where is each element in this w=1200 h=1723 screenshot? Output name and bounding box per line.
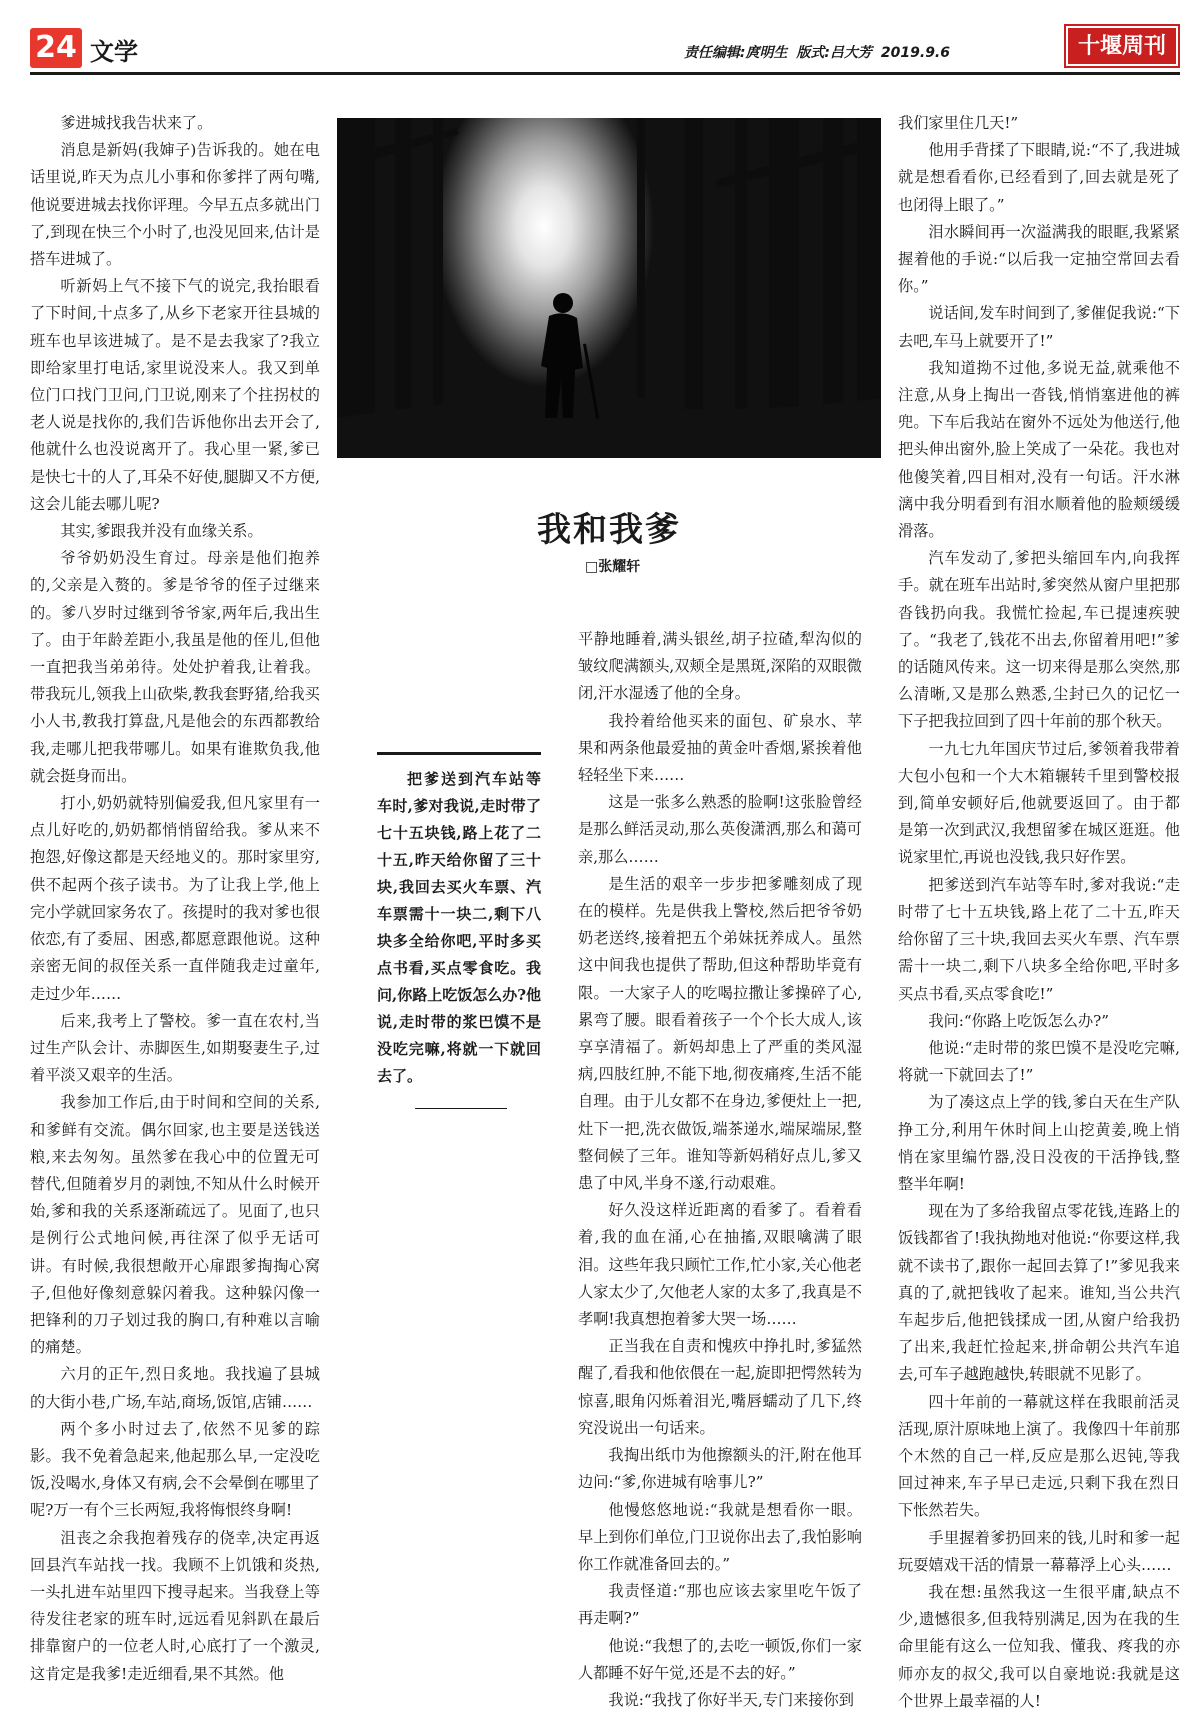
paragraph: 好久没这样近距离的看爹了。看着看着,我的血在涌,心在抽搐,双眼噙满了眼泪。这些年我只顾忙工作,忙小家,关心他老人家太少了,欠他老人家的太多了,我真是不孝啊!我真想抱着爹大哭一场…… xyxy=(578,1201,862,1329)
pull-quote-end-rule xyxy=(415,1108,507,1109)
paragraph: 六月的正午,烈日炙地。我找遍了县城的大街小巷,广场,车站,商场,饭馆,店铺…… xyxy=(30,1365,320,1411)
paragraph: 我们家里住几天!” xyxy=(898,114,1019,132)
paragraph: 正当我在自责和愧疚中挣扎时,爹猛然醒了,看我和他依偎在一起,旋即把愕然转为惊喜,眼角闪烁着泪光,嘴唇蠕动了几下,终究没说出一句话来。 xyxy=(578,1337,862,1437)
column-3 xyxy=(898,110,1180,1715)
paragraph: 四十年前的一幕就这样在我眼前活灵活现,原汁原味地上演了。我像四十年前那个木然的自己一样,反应是那么迟钝,等我回过神来,车子早已走远,只剩下我在烈日下怅然若失。 xyxy=(898,1392,1180,1520)
paragraph: 他说:“我想了的,去吃一顿饭,你们一家人都睡不好午觉,还是不去的好。” xyxy=(578,1636,862,1682)
layout-credit: 版式:吕大芳 xyxy=(796,45,873,61)
paragraph: 泪水瞬间再一次溢满我的眼眶,我紧紧握着他的手说:“以后我一定抽空常回去看你。” xyxy=(898,222,1180,296)
article-title: 我和我爹 xyxy=(537,510,681,550)
paragraph: 我责怪道:“那也应该去家里吃午饭了再走啊?” xyxy=(578,1582,862,1628)
paragraph: 我在想:虽然我这一生很平庸,缺点不少,遗憾很多,但我特别满足,因为在我的生命里能有这么一位知我、懂我、疼我的亦师亦友的叔父,我可以自豪地说:我就是这个世界上最幸福的人! xyxy=(898,1582,1180,1710)
paragraph: 现在为了多给我留点零花钱,连路上的饭钱都省了!我执拗地对他说:“你要这样,我就不读书了,跟你一起回去算了!”爹见我来真的了,就把钱收了起来。谁知,当公共汽车起步后,他把钱揉成一团,从窗户给我扔了出来,我赶忙捡起来,拼命朝公共汽车追去,可车子越跑越快,转眼就不见影了。 xyxy=(898,1202,1180,1384)
pull-quote: 把爹送到汽车站等车时,爹对我说,走时带了七十五块钱,路上花了二十五,昨天给你留了三十块,我回去买火车票、汽车票需十一块二,剩下八块多全给你吧,平时多买点书看,买点零食吃。我问,你路上吃饭怎么办?他说,走时带的浆巴馍不是没吃完嘛,将就一下就回去了。 xyxy=(377,770,542,1085)
paragraph: 爷爷奶奶没生育过。母亲是他们抱养的,父亲是入赘的。爹是爷爷的侄子过继来的。爹八岁时过继到爷爷家,两年后,我出生了。由于年龄差距小,我虽是他的侄儿,但他一直把我当弟弟待。处处护着我,让着我。带我玩儿,领我上山砍柴,教我套野猪,给我买小人书,教我打算盘,凡是他会的东西都教给我,走哪儿把我带哪儿。如果有谁欺负我,他就会挺身而出。 xyxy=(30,549,320,785)
paragraph: 听新妈上气不接下气的说完,我抬眼看了下时间,十点多了,从乡下老家开往县城的班车也早该进城了。是不是去我家了?我立即给家里打电话,家里说没来人。我又到单位门口找门卫问,门卫说,刚来了个拄拐杖的老人说是找你的,我们告诉他你出去开会了,他就什么也没说离开了。我心里一紧,爹已是快七十的人了,耳朵不好使,腿脚又不方便,这会儿能去哪儿呢? xyxy=(30,277,320,513)
paragraph: 平静地睡着,满头银丝,胡子拉碴,犁沟似的皱纹爬满额头,双颊全是黑斑,深陷的双眼微闭,汗水湿透了他的全身。 xyxy=(578,630,862,703)
author-byline: □张耀轩 xyxy=(585,559,641,575)
credits xyxy=(680,42,950,62)
paragraph: 后来,我考上了警校。爹一直在农村,当过生产队会计、赤脚医生,如期娶妻生子,过着平淡又艰辛的生活。 xyxy=(30,1011,320,1085)
paragraph: 其实,爹跟我并没有血缘关系。 xyxy=(60,522,263,541)
paragraph: 他慢悠悠地说:“我就是想看你一眼。早上到你们单位,门卫说你出去了,我怕影响你工作就准备回去的。” xyxy=(578,1500,862,1573)
paragraph: 他用手背揉了下眼睛,说:“不了,我进城就是想看看你,已经看到了,回去就是死了也闭得上眼了。” xyxy=(898,141,1180,214)
paragraph: 两个多小时过去了,依然不见爹的踪影。我不免着急起来,他起那么早,一定没吃饭,没喝水,身体又有病,会不会晕倒在哪里了呢?万一有个三长两短,我将悔恨终身啊! xyxy=(30,1419,320,1520)
page-number: 24 xyxy=(30,28,82,68)
issue-date: 2019.9.6 xyxy=(880,45,950,61)
paragraph: 我拎着给他买来的面包、矿泉水、苹果和两条他最爱抽的黄金叶香烟,紧挨着他轻轻坐下来…… xyxy=(578,711,862,785)
paragraph: 说话间,发车时间到了,爹催促我说:“下去吧,车马上就要开了!” xyxy=(898,304,1180,350)
article-photo xyxy=(337,118,881,458)
paragraph: 我说:“我找了你好半天,专门来接你到 xyxy=(608,1690,854,1709)
paragraph: 这是一张多么熟悉的脸啊!这张脸曾经是那么鲜活灵动,那么英俊潇洒,那么和蔼可亲,那么…… xyxy=(578,793,862,866)
paragraph: 我知道拗不过他,多说无益,就乘他不注意,从身上掏出一沓钱,悄悄塞进他的裤兜。下车后我站在窗外不远处为他送行,他把头伸出窗外,脸上笑成了一朵花。我也对他傻笑着,四目相对,没有一句话。汗水淋漓中我分明看到有泪水顺着他的脸颊缓缓滑落。 xyxy=(898,358,1180,541)
masthead-logo: 十堰周刊 xyxy=(1064,24,1180,68)
column-2 xyxy=(578,626,862,1714)
forest-silhouette-image xyxy=(337,118,881,458)
section-name: 文学 xyxy=(90,38,138,66)
paragraph: 沮丧之余我抱着残存的侥幸,决定再返回县汽车站找一找。我顾不上饥饿和炎热,一头扎进车站里四下搜寻起来。当我登上等待发往老家的班车时,远远看见斜趴在最后排靠窗户的一位老人时,心底打了一个激灵,这肯定是我爹!走近细看,果不其然。他 xyxy=(30,1528,320,1683)
paragraph: 爹进城找我告状来了。 xyxy=(60,114,213,132)
paragraph: 打小,奶奶就特别偏爱我,但凡家里有一点儿好吃的,奶奶都悄悄留给我。爹从来不抱怨,好像这都是天经地义的。那时家里穷,供不起两个孩子读书。为了让我上学,他上完小学就回家务农了。孩提时的我对爹也很依恋,有了委屈、困惑,都愿意跟他说。这种亲密无间的叔侄关系一直伴随我走过童年,走过少年…… xyxy=(30,794,320,1003)
paragraph: 他说:“走时带的浆巴馍不是没吃完嘛,将就一下就回去了!” xyxy=(898,1038,1180,1085)
paragraph: 为了凑这点上学的钱,爹白天在生产队挣工分,利用午休时间上山挖黄姜,晚上悄悄在家里编竹器,没日没夜的干活挣钱,整整半年啊! xyxy=(898,1093,1180,1193)
column-1 xyxy=(30,110,320,1688)
paragraph: 一九七九年国庆节过后,爹领着我带着大包小包和一个大木箱辗转千里到警校报到,简单安顿好后,他就要返回了。由于都是第一次到武汉,我想留爹在城区逛逛。他说家里忙,再说也没钱,我只好作罢。 xyxy=(898,739,1180,867)
pull-quote-rule xyxy=(377,752,541,755)
paragraph: 汽车发动了,爹把头缩回车内,向我挥手。就在班车出站时,爹突然从窗户里把那沓钱扔向我。我慌忙捡起,车已提速疾驶了。“我老了,钱花不出去,你留着用吧!”爹的话随风传来。这一切来得是那么突然,那么清晰,又是那么熟悉,尘封已久的记忆一下子把我拉回到了四十年前的那个秋天。 xyxy=(898,549,1180,731)
paragraph: 手里握着爹扔回来的钱,儿时和爹一起玩耍嬉戏干活的情景一幕幕浮上心头…… xyxy=(898,1528,1180,1574)
paragraph: 消息是新妈(我婶子)告诉我的。她在电话里说,昨天为点儿小事和你爹拌了两句嘴,他说要进城去找你评理。今早五点多就出门了,到现在快三个小时了,也没见回来,估计是搭车进城了。 xyxy=(30,141,320,269)
editor-credit: 责任编辑:庹明生 xyxy=(683,45,788,61)
paragraph: 把爹送到汽车站等车时,爹对我说:“走时带了七十五块钱,路上花了二十五,昨天给你留了三十块,我回去买火车票、汽车票需十一块二,剩下八块多全给你吧,平时多买点书看,买点零食吃!” xyxy=(898,875,1180,1003)
page-header xyxy=(30,28,1180,68)
paragraph: 是生活的艰辛一步步把爹雕刻成了现在的模样。先是供我上警校,然后把爷爷奶奶老送终,接着把五个弟妹抚养成人。虽然这中间我也提供了帮助,但这种帮助毕竟有限。一大家子人的吃喝拉撒让爹操碎了心,累弯了腰。眼看着孩子一个个长大成人,该享享清福了。新妈却患上了严重的类风湿病,四肢红肿,不能下地,彻夜痛疼,生活不能自理。由于儿女都不在身边,爹便灶上一把,灶下一把,洗衣做饭,端茶递水,端屎端尿,整整伺候了三年。谁知等新妈稍好点儿,爹又患了中风,半身不遂,行动艰难。 xyxy=(578,874,862,1193)
paragraph: 我问:“你路上吃饭怎么办?” xyxy=(928,1011,1110,1030)
paragraph: 我参加工作后,由于时间和空间的关系,和爹鲜有交流。偶尔回家,也主要是送钱送粮,来去匆匆。虽然爹在我心中的位置无可替代,但随着岁月的剥蚀,不知从什么时候开始,爹和我的关系逐渐疏远了。见面了,也只是例行公式地问候,再往深了似乎无话可讲。有时候,我很想敞开心扉跟爹掏掏心窝子,但他好像刻意躲闪着我。这种躲闪像一把锋利的刀子划过我的胸口,有种难以言喻的痛楚。 xyxy=(30,1093,320,1357)
paragraph: 我掏出纸巾为他擦额头的汗,附在他耳边问:“爹,你进城有啥事儿?” xyxy=(578,1446,862,1492)
header-rule xyxy=(30,72,1180,75)
